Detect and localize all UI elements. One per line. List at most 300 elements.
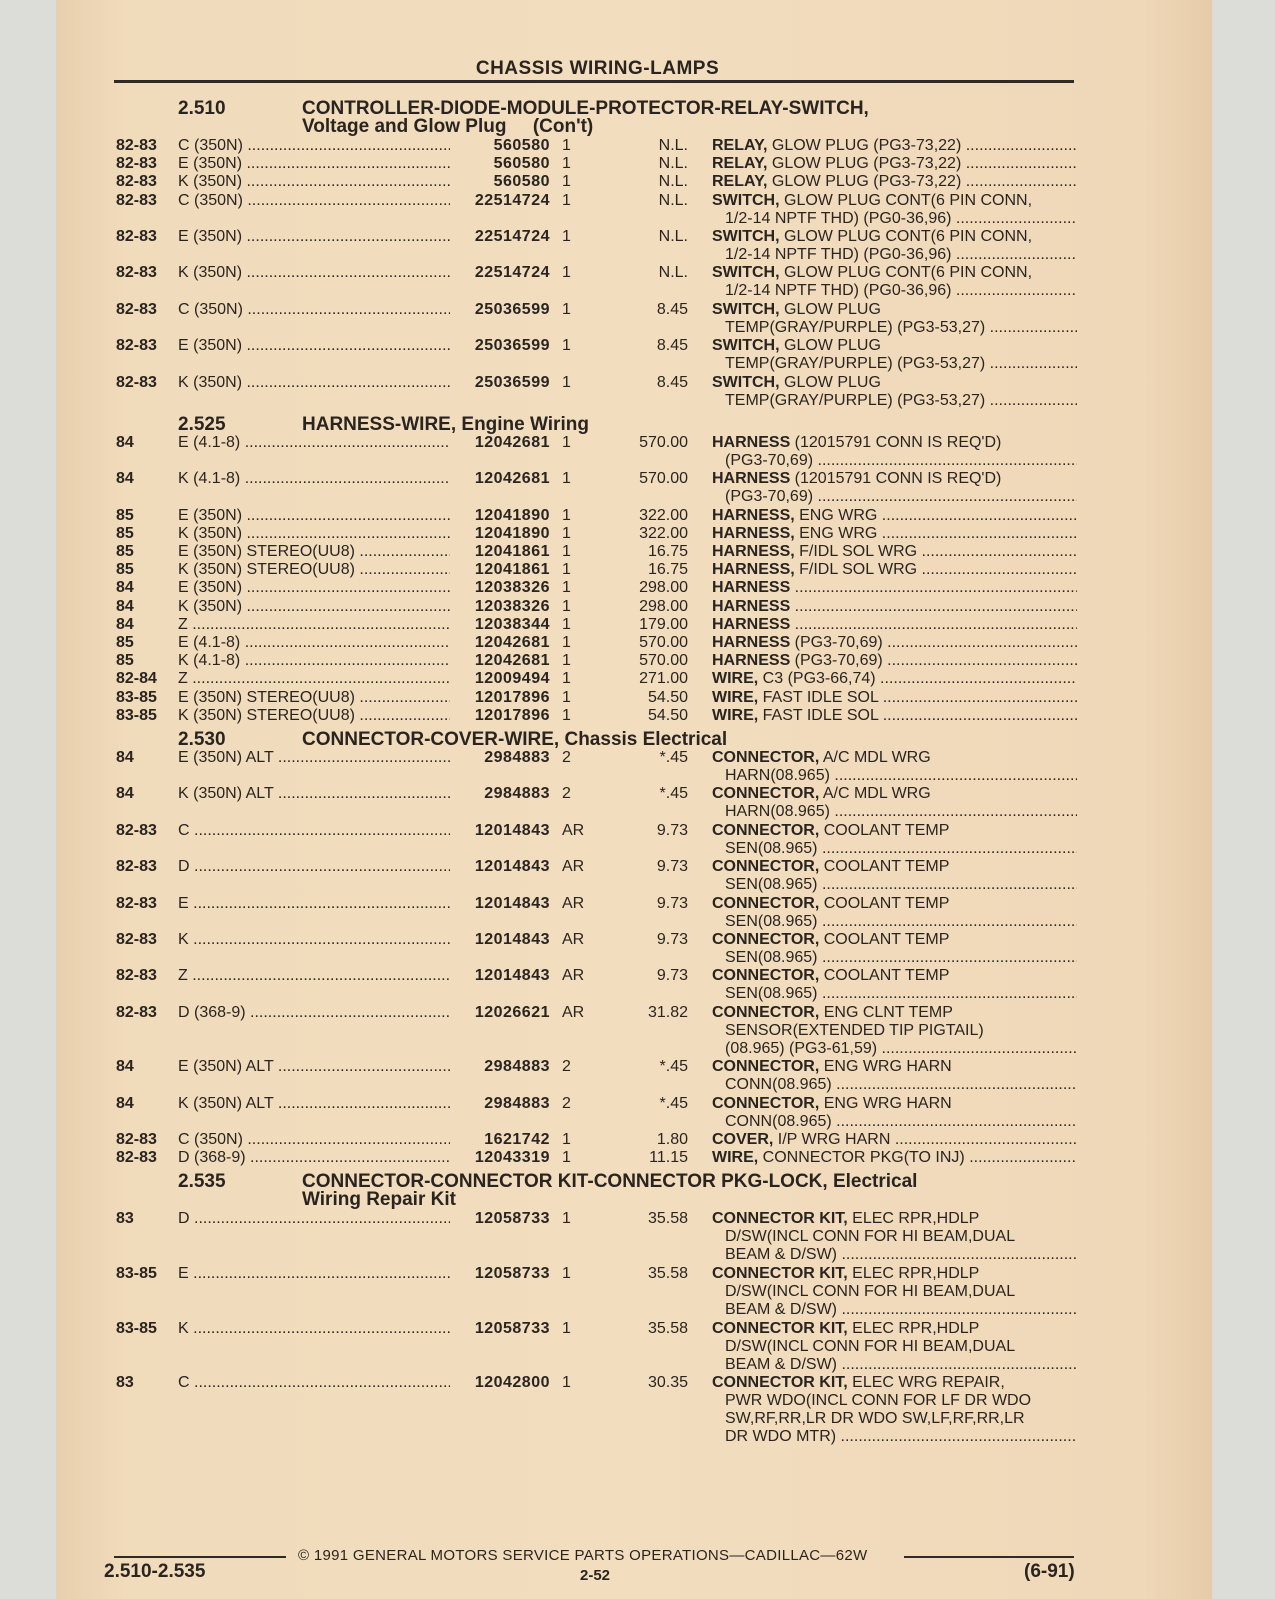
model-code: K (350N) STEREO(UU8) ..... <box>178 561 450 579</box>
description-text: HARN(08.965) <box>725 766 830 784</box>
part-description <box>712 822 1077 858</box>
description-keyword: CONNECTOR KIT, <box>712 1374 848 1392</box>
part-entry <box>0 525 1275 543</box>
model-code: E (350N) STEREO(UU8) ..... <box>178 689 450 707</box>
description-line <box>712 470 1077 488</box>
description-text: ELEC WRG REPAIR, <box>847 1374 1005 1392</box>
quantity: 1 <box>562 543 571 561</box>
part-description <box>712 525 1077 543</box>
description-text: (PG3-70,69) <box>725 451 814 469</box>
part-description <box>712 598 1077 616</box>
part-entry <box>0 785 1275 821</box>
price: 570.00 <box>639 470 688 488</box>
model-year: 82-83 <box>116 300 157 318</box>
part-number: 2984883 <box>484 1094 550 1112</box>
part-entry <box>0 1149 1275 1167</box>
description-text: BEAM & D/SW) <box>725 1355 838 1373</box>
part-number: 25036599 <box>474 373 550 391</box>
description-keyword: WIRE, <box>712 1149 759 1167</box>
part-number: 12041890 <box>474 524 550 542</box>
part-number: 12014843 <box>474 930 550 948</box>
part-entry <box>0 822 1275 858</box>
description-keyword: CONNECTOR, <box>712 1094 820 1112</box>
model-year: 84 <box>116 579 134 597</box>
description-keyword: CONNECTOR, <box>712 1003 820 1021</box>
description-line <box>712 228 1077 246</box>
price: 54.50 <box>647 706 688 724</box>
part-number: 12017896 <box>474 706 550 724</box>
quantity: 1 <box>562 137 571 154</box>
description-text: ELEC RPR,HDLP <box>847 1319 980 1337</box>
model-year: 85 <box>116 634 134 651</box>
description-line <box>712 561 1077 579</box>
section-header <box>0 414 1275 434</box>
part-number: 12042681 <box>474 433 550 451</box>
description-line <box>712 967 1077 985</box>
part-number: 1621742 <box>484 1131 550 1149</box>
description-line <box>712 1095 1077 1113</box>
description-text: COOLANT TEMP <box>819 894 950 912</box>
price: 9.73 <box>656 894 688 912</box>
section-title: CONNECTOR-CONNECTOR KIT-CONNECTOR PKG-LOCK, Electrical <box>302 1171 918 1193</box>
model-code: Z ..... <box>178 967 450 985</box>
part-description <box>712 1320 1077 1374</box>
description-text: ENG CLNT TEMP <box>819 1003 953 1021</box>
description-line <box>712 785 1077 803</box>
part-number: 12041861 <box>474 561 550 579</box>
model-year: 82-83 <box>116 894 157 912</box>
description-text: GLOW PLUG <box>779 300 881 318</box>
part-description <box>712 507 1077 525</box>
part-number: 12042681 <box>474 652 550 670</box>
model-year: 82-83 <box>116 191 157 209</box>
part-entry <box>0 1131 1275 1149</box>
description-text: ENG WRG HARN <box>819 1058 952 1076</box>
description-text: BEAM & D/SW) <box>725 1301 838 1319</box>
part-entry <box>0 931 1275 967</box>
description-line <box>712 822 1077 840</box>
part-number: 12038344 <box>474 615 550 633</box>
part-entry <box>0 192 1275 228</box>
part-entry <box>0 1058 1275 1094</box>
part-description <box>712 192 1077 228</box>
part-entry <box>0 173 1275 191</box>
model-year: 82-83 <box>116 967 157 985</box>
model-year: 84 <box>116 748 134 766</box>
description-line <box>712 579 1077 597</box>
description-line <box>712 319 1077 337</box>
part-entry <box>0 470 1275 506</box>
model-code: Z ..... <box>178 616 450 634</box>
description-line <box>712 1004 1077 1022</box>
part-number: 12043319 <box>474 1149 550 1167</box>
model-year: 84 <box>116 470 134 488</box>
part-entry <box>0 337 1275 373</box>
description-keyword: CONNECTOR, <box>712 748 820 766</box>
price: 179.00 <box>639 615 688 633</box>
quantity: 1 <box>562 173 571 191</box>
price: 271.00 <box>639 670 688 688</box>
quantity: 1 <box>562 300 571 318</box>
model-year: 84 <box>116 1094 134 1112</box>
quantity: 1 <box>562 688 571 706</box>
part-description <box>712 749 1077 785</box>
description-keyword: CONNECTOR, <box>712 1058 820 1076</box>
quantity: 1 <box>562 1265 571 1283</box>
model-code: K ..... <box>178 931 450 949</box>
price: N.L. <box>658 227 688 245</box>
part-number: 12009494 <box>474 670 550 688</box>
part-entry <box>0 895 1275 931</box>
description-keyword: CONNECTOR, <box>712 858 820 876</box>
model-year: 82-83 <box>116 337 157 355</box>
description-text: DR WDO MTR) <box>725 1428 837 1446</box>
description-text: CONN(08.965) <box>725 1112 832 1130</box>
quantity: AR <box>562 821 585 839</box>
description-text: ENG WRG <box>794 506 878 524</box>
price: 8.45 <box>656 337 688 355</box>
description-text: CONN(08.965) <box>725 1076 832 1094</box>
quantity: 1 <box>562 191 571 209</box>
model-year: 82-83 <box>116 1149 157 1167</box>
model-code: E (350N) ..... <box>178 579 450 597</box>
model-year: 82-83 <box>116 137 157 154</box>
model-year: 85 <box>116 524 134 542</box>
description-text: (PG3-70,69) <box>790 652 883 670</box>
description-line <box>712 840 1077 858</box>
section-number: 2.530 <box>178 728 226 750</box>
model-code: C (350N) ..... <box>178 1131 450 1149</box>
description-line <box>712 895 1077 913</box>
description-text: I/P WRG HARN <box>773 1131 891 1149</box>
price: 11.15 <box>649 1149 688 1167</box>
part-entry <box>0 434 1275 470</box>
part-description <box>712 470 1077 506</box>
model-code: E (350N) ..... <box>178 337 450 355</box>
description-keyword: CONNECTOR, <box>712 894 820 912</box>
quantity: 1 <box>562 264 571 282</box>
model-code: D ..... <box>178 1210 450 1228</box>
description-text: A/C MDL WRG <box>819 748 931 766</box>
description-line <box>712 434 1077 452</box>
description-line <box>712 949 1077 967</box>
price: 9.73 <box>656 930 688 948</box>
part-entry <box>0 1095 1275 1131</box>
quantity: 2 <box>562 748 571 766</box>
part-entry <box>0 301 1275 337</box>
model-year: 85 <box>116 543 134 561</box>
section-number: 2.535 <box>178 1171 226 1193</box>
part-entry <box>0 858 1275 894</box>
description-line <box>712 652 1077 670</box>
part-entry <box>0 749 1275 785</box>
description-line <box>712 488 1077 506</box>
price: 9.73 <box>656 967 688 985</box>
part-description <box>712 173 1077 191</box>
part-number: 12042681 <box>474 634 550 651</box>
price: N.L. <box>658 137 688 154</box>
model-code: E ..... <box>178 895 450 913</box>
description-text: 1/2-14 NPTF THD) (PG0-36,96) <box>725 282 952 300</box>
description-line <box>712 634 1077 652</box>
model-year: 82-83 <box>116 373 157 391</box>
description-text: GLOW PLUG (PG3-73,22) <box>767 155 962 173</box>
model-year: 83 <box>116 1210 134 1228</box>
part-number: 560580 <box>493 173 550 191</box>
quantity: 1 <box>562 1374 571 1392</box>
model-code: K (350N) ALT ..... <box>178 1095 450 1113</box>
model-year: 82-83 <box>116 155 157 173</box>
description-line <box>712 1149 1077 1167</box>
description-line <box>712 507 1077 525</box>
part-number: 12014843 <box>474 967 550 985</box>
model-code: E (4.1-8) ..... <box>178 634 450 652</box>
description-text: GLOW PLUG (PG3-73,22) <box>767 173 962 191</box>
model-year: 83-85 <box>116 706 157 724</box>
footer-section-range: 2.510-2.535 <box>104 1561 206 1582</box>
model-year: 82-84 <box>116 670 157 688</box>
part-description <box>712 967 1077 1003</box>
model-year: 82-83 <box>116 858 157 876</box>
section-title: CONTROLLER-DIODE-MODULE-PROTECTOR-RELAY-SWITCH, <box>302 98 869 119</box>
model-year: 84 <box>116 1058 134 1076</box>
description-line <box>712 1283 1077 1301</box>
description-line <box>712 1076 1077 1094</box>
part-description <box>712 1004 1077 1058</box>
part-number: 560580 <box>493 155 550 173</box>
description-keyword: CONNECTOR, <box>712 785 820 803</box>
model-year: 82-83 <box>116 821 157 839</box>
description-keyword: HARNESS <box>712 615 791 633</box>
part-entry <box>0 1210 1275 1265</box>
part-entry <box>0 579 1275 597</box>
description-keyword: HARNESS, <box>712 543 795 561</box>
description-line <box>712 931 1077 949</box>
part-number: 12042681 <box>474 470 550 488</box>
price: *.45 <box>659 1094 688 1112</box>
quantity: AR <box>562 858 585 876</box>
model-code: C (350N) ..... <box>178 301 450 319</box>
description-text: C3 (PG3-66,74) <box>758 670 876 688</box>
section-title: HARNESS-WIRE, Engine Wiring <box>302 413 589 435</box>
description-keyword: SWITCH, <box>712 191 780 209</box>
part-number: 22514724 <box>474 264 550 282</box>
description-keyword: RELAY, <box>712 137 768 154</box>
description-line <box>712 913 1077 931</box>
part-description <box>712 264 1077 300</box>
description-text: D/SW(INCL CONN FOR HI BEAM,DUAL <box>725 1337 1016 1355</box>
footer-page-number: 2-52 <box>580 1567 611 1584</box>
model-code: K (350N) ..... <box>178 598 450 616</box>
model-code: E (350N) ..... <box>178 155 450 173</box>
part-number: 12038326 <box>474 597 550 615</box>
description-text: TEMP(GRAY/PURPLE) (PG3-53,27) <box>725 391 986 409</box>
description-line <box>712 1228 1077 1246</box>
part-description <box>712 1131 1077 1149</box>
model-code: E (350N) ALT ..... <box>178 749 450 767</box>
part-number: 22514724 <box>474 191 550 209</box>
description-text: SW,RF,RR,LR DR WDO SW,LF,RF,RR,LR <box>725 1410 1025 1428</box>
description-text: SEN(08.965) <box>725 985 818 1003</box>
description-line <box>712 1058 1077 1076</box>
model-code: E (350N) STEREO(UU8) ..... <box>178 543 450 561</box>
part-entry <box>0 137 1275 155</box>
description-line <box>712 543 1077 561</box>
description-keyword: CONNECTOR, <box>712 967 820 985</box>
part-number: 560580 <box>493 137 550 154</box>
model-year: 84 <box>116 615 134 633</box>
price: 298.00 <box>639 597 688 615</box>
model-code: K (4.1-8) ..... <box>178 470 450 488</box>
price: *.45 <box>659 748 688 766</box>
description-text: 1/2-14 NPTF THD) (PG0-36,96) <box>725 209 952 227</box>
part-description <box>712 337 1077 373</box>
quantity: 1 <box>562 579 571 597</box>
description-line <box>712 707 1077 725</box>
part-number: 12014843 <box>474 821 550 839</box>
part-description <box>712 707 1077 725</box>
model-year: 84 <box>116 597 134 615</box>
model-year: 85 <box>116 561 134 579</box>
model-code: Z ..... <box>178 670 450 688</box>
model-code: E (4.1-8) ..... <box>178 434 450 452</box>
model-year: 85 <box>116 506 134 524</box>
price: 1.80 <box>656 1131 688 1149</box>
price: 35.58 <box>647 1210 688 1228</box>
price: 322.00 <box>639 506 688 524</box>
description-line <box>712 1113 1077 1131</box>
description-text: SEN(08.965) <box>725 948 818 966</box>
part-entry <box>0 670 1275 688</box>
description-keyword: CONNECTOR, <box>712 930 820 948</box>
quantity: 1 <box>562 1131 571 1149</box>
description-text: D/SW(INCL CONN FOR HI BEAM,DUAL <box>725 1283 1016 1301</box>
part-description <box>712 228 1077 264</box>
price: *.45 <box>659 785 688 803</box>
part-description <box>712 137 1077 155</box>
description-line <box>712 670 1077 688</box>
footer-rule-left <box>114 1556 286 1558</box>
description-keyword: WIRE, <box>712 670 759 688</box>
description-line <box>712 210 1077 228</box>
description-line <box>712 452 1077 470</box>
price: 570.00 <box>639 634 688 651</box>
section-number: 2.525 <box>178 413 226 435</box>
description-keyword: HARNESS <box>712 634 791 651</box>
part-number: 12041890 <box>474 506 550 524</box>
quantity: 1 <box>562 670 571 688</box>
model-code: D ..... <box>178 858 450 876</box>
quantity: 1 <box>562 1319 571 1337</box>
description-line <box>712 598 1077 616</box>
quantity: 1 <box>562 506 571 524</box>
model-year: 82-83 <box>116 173 157 191</box>
part-entry <box>0 634 1275 652</box>
price: N.L. <box>658 155 688 173</box>
quantity: AR <box>562 894 585 912</box>
part-entry <box>0 561 1275 579</box>
description-line <box>712 876 1077 894</box>
quantity: 1 <box>562 706 571 724</box>
price: 570.00 <box>639 433 688 451</box>
model-year: 82-83 <box>116 264 157 282</box>
description-text: FAST IDLE SOL <box>758 706 879 724</box>
quantity: AR <box>562 1003 585 1021</box>
model-code: K (4.1-8) ..... <box>178 652 450 670</box>
part-number: 12038326 <box>474 579 550 597</box>
model-year: 83 <box>116 1374 134 1392</box>
section-subtitle-row <box>0 118 1275 137</box>
part-entry <box>0 507 1275 525</box>
description-keyword: RELAY, <box>712 173 768 191</box>
description-text: ENG WRG HARN <box>819 1094 952 1112</box>
model-year: 82-83 <box>116 227 157 245</box>
description-line <box>712 767 1077 785</box>
price: 31.82 <box>647 1003 688 1021</box>
description-line <box>712 689 1077 707</box>
description-line <box>712 301 1077 319</box>
part-number: 25036599 <box>474 337 550 355</box>
description-line <box>712 137 1077 155</box>
description-line <box>712 1338 1077 1356</box>
description-keyword: SWITCH, <box>712 373 780 391</box>
model-code: E (350N) ALT ..... <box>178 1058 450 1076</box>
price: *.45 <box>659 1058 688 1076</box>
part-description <box>712 670 1077 688</box>
price: 8.45 <box>656 300 688 318</box>
model-code: K (350N) STEREO(UU8) ..... <box>178 707 450 725</box>
description-text: 1/2-14 NPTF THD) (PG0-36,96) <box>725 245 952 263</box>
quantity: 1 <box>562 373 571 391</box>
part-number: 12058733 <box>474 1319 550 1337</box>
model-code: C ..... <box>178 1374 450 1392</box>
description-line <box>712 1246 1077 1264</box>
part-number: 12058733 <box>474 1210 550 1228</box>
part-entry <box>0 155 1275 173</box>
part-description <box>712 434 1077 470</box>
part-entry <box>0 1265 1275 1320</box>
description-text: A/C MDL WRG <box>819 785 931 803</box>
description-text: TEMP(GRAY/PURPLE) (PG3-53,27) <box>725 355 986 373</box>
description-line <box>712 858 1077 876</box>
part-description <box>712 561 1077 579</box>
model-year: 83-85 <box>116 688 157 706</box>
description-line <box>712 282 1077 300</box>
price: 570.00 <box>639 652 688 670</box>
quantity: 1 <box>562 561 571 579</box>
part-entry <box>0 967 1275 1003</box>
part-description <box>712 689 1077 707</box>
description-line <box>712 355 1077 373</box>
part-entry <box>0 1320 1275 1375</box>
part-description <box>712 374 1077 410</box>
part-number: 12042800 <box>474 1374 550 1392</box>
part-number: 2984883 <box>484 785 550 803</box>
description-text: HARN(08.965) <box>725 803 830 821</box>
description-line <box>712 173 1077 191</box>
quantity: 1 <box>562 470 571 488</box>
section-number: 2.510 <box>178 98 226 119</box>
model-year: 82-83 <box>116 1131 157 1149</box>
description-text: FAST IDLE SOL <box>758 688 879 706</box>
description-line <box>712 1410 1077 1428</box>
description-keyword: SWITCH, <box>712 337 780 355</box>
price: 54.50 <box>647 688 688 706</box>
part-number: 12058733 <box>474 1265 550 1283</box>
model-code: K (350N) ..... <box>178 525 450 543</box>
description-line <box>712 1210 1077 1228</box>
part-number: 12014843 <box>474 858 550 876</box>
